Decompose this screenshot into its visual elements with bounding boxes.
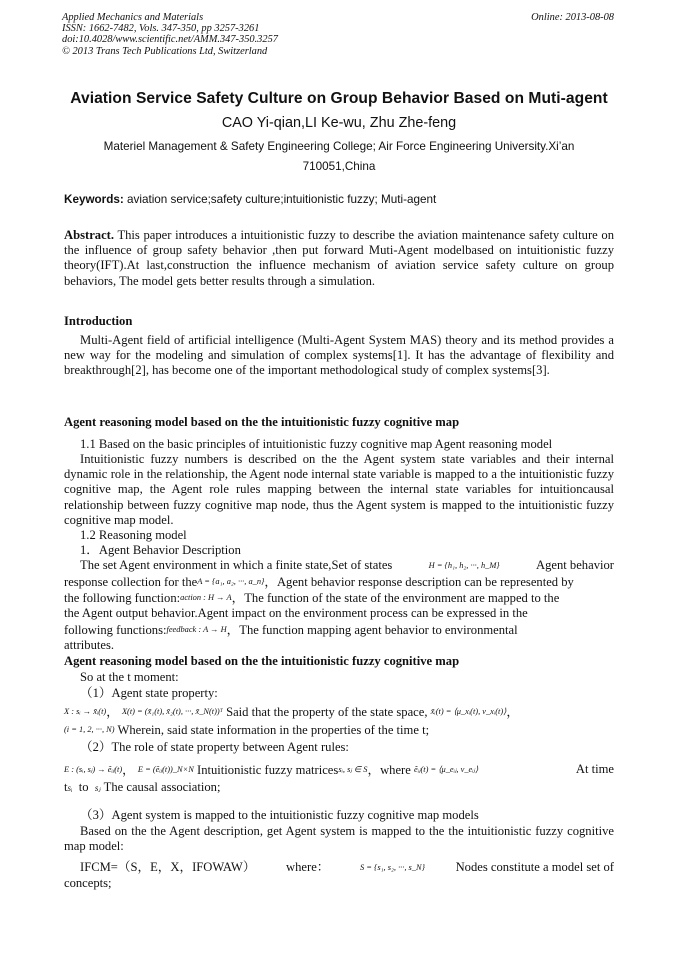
online-date: Online: 2013-08-08: [531, 12, 614, 23]
env-line-4: the Agent output behavior.Agent impact on the environment process can be expressed in the: [64, 606, 528, 620]
causal-line: [64, 780, 614, 796]
copyright-line: © 2013 Trans Tech Publications Ltd, Switzerland: [62, 45, 268, 57]
item-1-state-property: （1）Agent state property:: [80, 686, 218, 700]
affiliation: [62, 137, 616, 177]
doi-line: doi:10.4028/www.scientific.net/AMM.347-350.3257: [62, 34, 278, 46]
paper-title: Aviation Service Safety Culture on Group Behavior Based on Muti-agent: [70, 90, 608, 107]
math-source-state: sᵢ: [67, 783, 73, 793]
state-space-line: X : sᵢ → x̃ᵢ(t)， X(t) = (x̃₁(t), x̃₂(t), ···, x̃_N(t))ᵀ Said that the property of the state space, x̃ᵢ(t) = ⟨μ_xᵢ(t), ν_xᵢ(t)⟩，: [64, 705, 519, 719]
paragraph-1-1: Intuitionistic fuzzy numbers is described on the the Agent system state variables and their internal dynamic role in the relationship, the Agent node internal state variable is mapped to a the intuitionistic fuzzy cognitive map, the Agent role rules mapping between the internal state variables for intuitioncausal relationship between fuzzy cognitive map node, thus the Agent system is mapped to the intuitionistic fuzzy cognitive map model.: [64, 452, 614, 527]
state-space-text: Said that the property of the state space,: [226, 705, 428, 719]
math-index-range: (i = 1, 2, ···, N): [64, 725, 115, 734]
env-line-5: [64, 622, 614, 638]
ifcm-definition: IFCM=（S，E，X，IFOWAW）: [80, 860, 256, 874]
math-action-function: action : H → A: [180, 593, 232, 602]
time-t-label: t: [64, 780, 68, 794]
env-text-a: The set Agent environment in which a finite state,Set of states: [80, 558, 393, 572]
keywords: [64, 193, 436, 206]
abstract-text: This paper introduces a intuitionistic fuzzy to describe the aviation maintenance safety culture on the influence of group safety behavior ,then put forward Muti-Agent modelbased on intuitionistic fuzzy theory(IFT).At last,construction the influence mechanism of aviation service safety culture on group behaviors, The model gets better results through a simulation.: [64, 228, 614, 288]
matrix-text: Intuitionistic fuzzy matrices: [197, 763, 339, 777]
where-label: where：: [286, 860, 330, 874]
to-text: to: [78, 780, 89, 794]
subsection-1-2: 1.2 Reasoning model: [80, 528, 187, 542]
moment-line: So at the t moment:: [80, 670, 179, 684]
item-2-role-rules: （2）The role of state property between Agent rules:: [80, 740, 349, 754]
env-line-1: [64, 558, 614, 573]
introduction-text: Multi-Agent field of artificial intelligence (Multi-Agent System MAS) theory and its method provides a new way for the modeling and simulation of complex systems[1]. It has the advantage of flexibility and breakthrough[2], has become one of the important methodological study of complex systems[3].: [64, 333, 614, 378]
affiliation-line-2: 710051,China: [302, 160, 376, 173]
env-line-2: [64, 574, 614, 590]
item-3-system-map: （3）Agent system is mapped to the intuitionistic fuzzy cognitive map models: [80, 808, 479, 822]
env-text-i: ，The function mapping agent behavior to environmental: [226, 623, 518, 637]
math-edge-ifn: ẽᵢⱼ(t) = ⟨μ_eᵢⱼ, ν_eᵢⱼ⟩: [414, 765, 479, 774]
keywords-label: Keywords:: [64, 193, 124, 206]
rules-line: E : (sᵢ, sⱼ) → ẽᵢⱼ(t)， E = (ẽᵢⱼ(t))_N×N Intuitionistic fuzzy matricessᵢ, sⱼ ∈ S，where ẽᵢⱼ(t) = ⟨μ_eᵢⱼ, ν_eᵢⱼ⟩ At time: [64, 762, 614, 777]
journal-header: [62, 12, 278, 57]
math-state-vector: X(t) = (x̃₁(t), x̃₂(t), ···, x̃_N(t))ᵀ: [121, 707, 223, 716]
section-heading-reasoning-model-2: Agent reasoning model based on the the intuitionistic fuzzy cognitive map: [64, 654, 460, 668]
concepts-line: concepts;: [64, 876, 112, 890]
env-line-6: attributes.: [64, 638, 115, 652]
introduction-heading: Introduction: [64, 314, 133, 328]
issn-line: ISSN: 1662-7482, Vols. 347-350, pp 3257-3261: [62, 23, 260, 35]
math-feedback-function: feedback : A → H: [166, 625, 227, 634]
subsection-agent-behavior: 1．Agent Behavior Description: [80, 543, 241, 557]
keywords-text: aviation service;safety culture;intuitionistic fuzzy; Muti-agent: [123, 193, 437, 206]
env-text-h: following functions:: [64, 623, 167, 637]
wherein-text: Wherein, said state information in the properties of the time t;: [117, 723, 430, 737]
math-rule-matrix: E = (ẽᵢⱼ(t))_N×N: [137, 765, 194, 774]
wherein-line: [64, 722, 614, 738]
math-action-set: A = {a₁, a₂, ···, a_n}: [197, 577, 265, 586]
based-on-paragraph: Based on the the Agent description, get Agent system is mapped to the the intuitionistic fuzzy cognitive map model:: [64, 824, 614, 854]
math-state-set: H = {h₁, h₂, ···, h_M}: [428, 561, 500, 570]
abstract: [64, 228, 614, 289]
env-text-b: Agent behavior: [536, 558, 614, 572]
math-target-state: sⱼ: [94, 783, 101, 793]
env-text-c: response collection for the: [64, 575, 198, 589]
math-state-map: X : sᵢ → x̃ᵢ(t): [64, 707, 107, 716]
nodes-text: Nodes constitute a model set of: [455, 860, 614, 874]
env-text-e: the following function:: [64, 591, 181, 605]
author-list: CAO Yi-qian,LI Ke-wu, Zhu Zhe-feng: [221, 115, 457, 131]
ifcm-line: [64, 860, 614, 875]
abstract-label: Abstract.: [64, 228, 115, 242]
env-line-3: [64, 590, 614, 606]
at-time-text: At time: [575, 762, 614, 776]
where-text: ，where: [367, 763, 411, 777]
math-node-set: S = {s₁, s₂, ···, s_N}: [360, 863, 425, 872]
math-state-membership: sᵢ, sⱼ ∈ S: [338, 765, 368, 774]
causal-text: The causal association;: [103, 780, 221, 794]
math-state-ifn: x̃ᵢ(t) = ⟨μ_xᵢ(t), ν_xᵢ(t)⟩: [430, 707, 507, 716]
affiliation-line-1: Materiel Management & Safety Engineering College; Air Force Engineering University.Xi’an: [103, 140, 575, 153]
math-rule-map: E : (sᵢ, sⱼ) → ẽᵢⱼ(t): [64, 765, 123, 774]
env-text-f: ，The function of the state of the environment are mapped to the: [231, 591, 560, 605]
subsection-1-1: 1.1 Based on the basic principles of intuitionistic fuzzy cognitive map Agent reasoning model: [80, 437, 553, 451]
journal-name: Applied Mechanics and Materials: [62, 12, 204, 23]
section-heading-reasoning-model: Agent reasoning model based on the the intuitionistic fuzzy cognitive map: [64, 415, 460, 429]
env-text-d: ，Agent behavior response description can be represented by: [264, 575, 574, 589]
